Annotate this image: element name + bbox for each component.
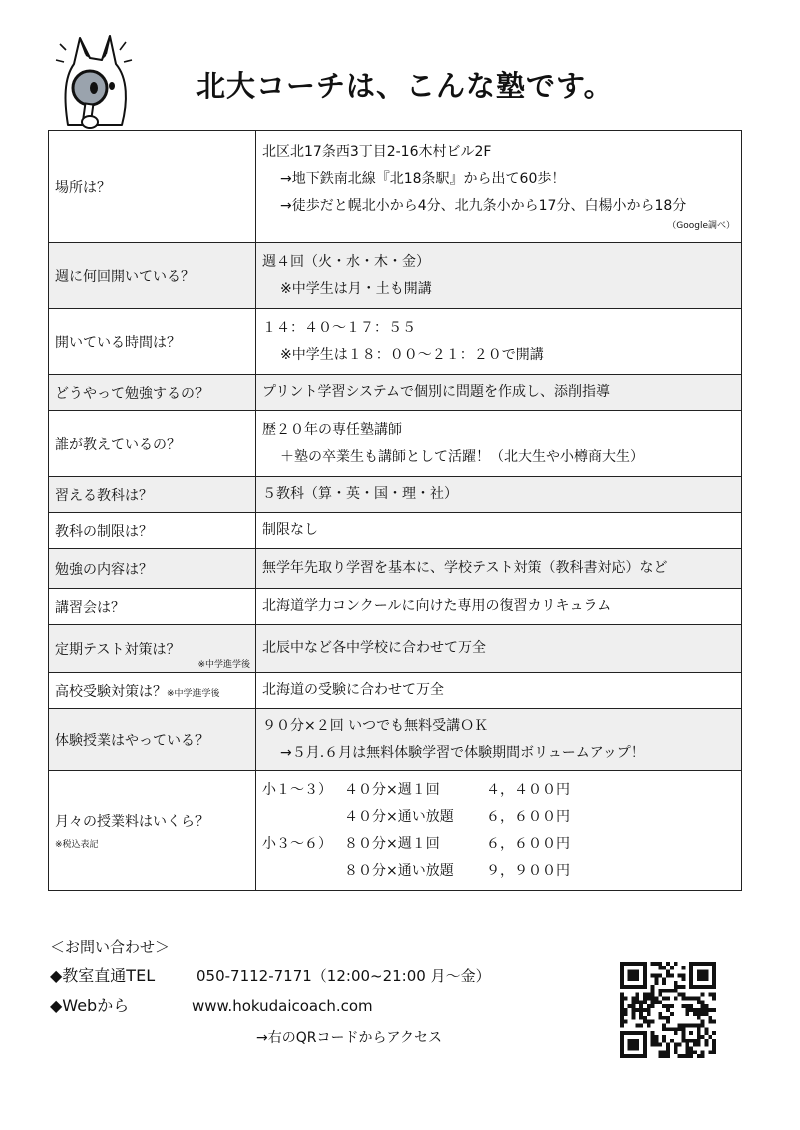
question-text: 勉強の内容は？ <box>55 561 153 578</box>
question-cell <box>49 513 256 549</box>
fee-line <box>262 777 735 804</box>
tel-label: ◆教室直通TEL <box>50 966 156 985</box>
answer-line: 無学年先取り学習を基本に、学校テスト対策（教科書対応）など <box>262 560 668 576</box>
question-cell <box>49 549 256 589</box>
question-cell <box>49 771 256 891</box>
answer-cell <box>256 309 742 375</box>
answer-line: 北辰中など各中学校に合わせて万全 <box>262 640 486 656</box>
answer-line: ５教科（算・英・国・理・社） <box>262 486 458 502</box>
answer-cell <box>256 771 742 891</box>
fee-plan: ４０分×週１回 <box>344 781 440 798</box>
page-title: 北大コーチは、こんな塾です。 <box>196 69 614 103</box>
fee-price: ４，４００円 <box>486 781 570 798</box>
web-link[interactable]: www.hokudaicoach.com <box>192 997 373 1015</box>
question-note: ※中学進学後 <box>197 660 250 670</box>
fee-plan: ８０分×週１回 <box>344 835 440 852</box>
answer-line: 北海道学力コンクールに向けた専用の復習カリキュラム <box>262 598 612 614</box>
question-text: どうやって勉強するの？ <box>55 385 209 402</box>
question-cell <box>49 589 256 625</box>
question-cell <box>49 673 256 709</box>
table-row <box>49 589 742 625</box>
question-text: 週に何回開いている？ <box>55 268 195 285</box>
answer-line: ＋塾の卒業生も講師として活躍！（北大生や小樽商大生） <box>280 448 644 465</box>
question-text: 場所は？ <box>55 179 111 196</box>
answer-line: プリント学習システムで個別に問題を作成し、添削指導 <box>262 384 611 400</box>
fee-grade: 小３～６） <box>262 835 332 852</box>
fee-line <box>262 804 735 831</box>
answer-line: →徒歩だと幌北小から4分、北九条小から17分、白楊小から18分 <box>280 198 687 214</box>
web-row <box>50 993 491 1023</box>
answer-line: 歴２０年の専任塾講師 <box>262 421 402 438</box>
answer-cell <box>256 477 742 513</box>
answer-line: 北海道の受験に合わせて万全 <box>262 682 444 698</box>
table-row <box>49 549 742 589</box>
table-row <box>49 375 742 411</box>
table-row <box>49 771 742 891</box>
table-row <box>49 477 742 513</box>
answer-cell <box>256 375 742 411</box>
answer-cell <box>256 411 742 477</box>
answer-line: 制限なし <box>262 522 318 538</box>
question-cell <box>49 131 256 243</box>
question-text: 体験授業はやっている？ <box>55 732 209 749</box>
answer-line: ※中学生は１８：００～２１：２０で開講 <box>280 346 544 363</box>
answer-line: ９０分×２回 いつでも無料受講ＯＫ <box>262 717 489 734</box>
table-row <box>49 513 742 549</box>
answer-line: １４：４０～１７：５５ <box>262 319 416 336</box>
answer-cell <box>256 131 742 243</box>
answer-line: 北区北17条西3丁目2-16木村ビル2F <box>262 144 492 160</box>
answer-line: →地下鉄南北線『北18条駅』から出て60歩！ <box>280 171 566 187</box>
table-row <box>49 411 742 477</box>
contact-section <box>50 936 491 1047</box>
fee-grade: 小１～３） <box>262 781 332 798</box>
answer-line: →５月.６月は無料体験学習で体験期間ボリュームアップ！ <box>280 744 645 761</box>
question-text: 習える教科は？ <box>55 487 153 504</box>
answer-line: 週４回（火・水・木・金） <box>262 253 430 270</box>
fee-price: ６，６００円 <box>486 808 570 825</box>
answer-cell <box>256 549 742 589</box>
tel-row <box>50 963 491 993</box>
question-text: 開いている時間は？ <box>55 334 181 351</box>
question-cell <box>49 709 256 771</box>
question-text: 定期テスト対策は？ <box>55 641 181 658</box>
qr-access-note: →右のQRコードからアクセス <box>256 1030 443 1046</box>
answer-note: （Google調べ） <box>667 221 735 231</box>
fee-line <box>262 831 735 858</box>
contact-heading: ＜お問い合わせ＞ <box>50 938 171 956</box>
table-row <box>49 673 742 709</box>
table-row <box>49 243 742 309</box>
web-label: ◆Webから <box>50 996 130 1015</box>
question-text: 高校受験対策は？ <box>55 683 167 700</box>
table-row <box>49 709 742 771</box>
question-text: 講習会は？ <box>55 599 125 616</box>
answer-cell <box>256 709 742 771</box>
fee-grade <box>262 858 344 885</box>
answer-cell <box>256 243 742 309</box>
info-table <box>48 130 742 891</box>
question-cell <box>49 625 256 673</box>
answer-cell <box>256 625 742 673</box>
question-cell <box>49 477 256 513</box>
question-cell <box>49 375 256 411</box>
table-row <box>49 309 742 375</box>
question-note: ※中学進学後 <box>167 688 220 699</box>
fee-plan: ４０分×通い放題 <box>344 808 454 825</box>
question-cell <box>49 411 256 477</box>
qr-code[interactable] <box>620 962 716 1058</box>
table-row <box>49 131 742 243</box>
question-text: 誰が教えているの？ <box>55 436 181 453</box>
mascot-illustration <box>50 30 140 140</box>
answer-cell <box>256 513 742 549</box>
question-text: 月々の授業料はいくら？ <box>55 814 209 830</box>
fee-price: ６，６００円 <box>486 835 570 852</box>
question-cell <box>49 243 256 309</box>
fee-line <box>262 858 735 885</box>
fee-price: ９，９００円 <box>486 862 570 879</box>
fee-grade <box>262 804 344 831</box>
question-text: 教科の制限は？ <box>55 523 153 540</box>
answer-cell <box>256 589 742 625</box>
answer-cell <box>256 673 742 709</box>
tel-value[interactable]: 050-7112-7171（12:00~21:00 月～金） <box>196 967 491 985</box>
question-cell <box>49 309 256 375</box>
question-note: ※税込表記 <box>55 840 99 850</box>
answer-line: ※中学生は月・土も開講 <box>280 280 432 297</box>
fee-plan: ８０分×通い放題 <box>344 862 454 879</box>
table-row <box>49 625 742 673</box>
